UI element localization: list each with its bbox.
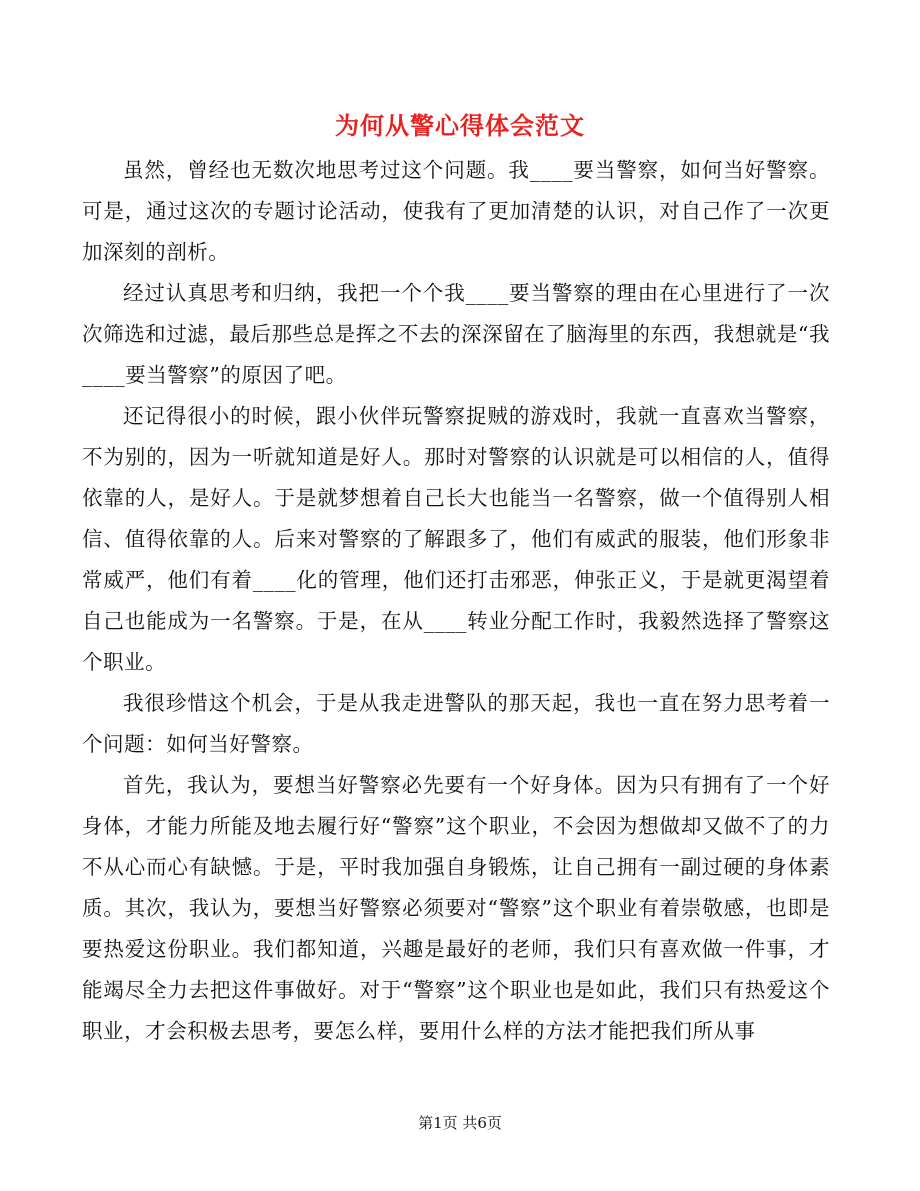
paragraph-4: 我很珍惜这个机会，于是从我走进警队的那天起，我也一直在努力思考着一个问题：如何当好警察。 xyxy=(82,691,830,756)
paragraph-3: 还记得很小的时候，跟小伙伴玩警察捉贼的游戏时，我就一直喜欢当警察，不为别的，因为一听就知道是好人。那时对警察的认识就是可以相信的人，值得依靠的人，是好人。于是就梦想着自己长大也能当一名警察，做一个值得别人相信、值得依靠的人。后来对警察的了解跟多了，他们有威武的服装，他们形象非常威严，他们有着____化的管理，他们还打击邪恶，伸张正义，于是就更渴望着自己也能成为一名警察。于是，在从____转业分配工作时，我毅然选择了警察这个职业。 xyxy=(82,404,830,674)
document-body xyxy=(82,150,830,1052)
paragraph-2: 经过认真思考和归纳，我把一个个我____要当警察的理由在心里进行了一次次筛选和过滤，最后那些总是挥之不去的深深留在了脑海里的东西，我想就是“我____要当警察”的原因了吧。 xyxy=(82,281,830,387)
document-title: 为何从警心得体会范文 xyxy=(335,111,585,140)
paragraph-5: 首先，我认为，要想当好警察必先要有一个好身体。因为只有拥有了一个好身体，才能力所能及地去履行好“警察”这个职业，不会因为想做却又做不了的力不从心而心有缺憾。于是，平时我加强自身锻炼，让自己拥有一副过硬的身体素质。其次，我认为，要想当好警察必须要对“警察”这个职业有着崇敬感，也即是要热爱这份职业。我们都知道，兴趣是最好的老师，我们只有喜欢做一件事，才能竭尽全力去把这件事做好。对于“警察”这个职业也是如此，我们只有热爱这个职业，才会积极去思考，要怎么样，要用什么样的方法才能把我们所从事 xyxy=(82,773,830,1043)
paragraph-1: 虽然，曾经也无数次地思考过这个问题。我____要当警察，如何当好警察。可是，通过这次的专题讨论活动，使我有了更加清楚的认识，对自己作了一次更加深刻的剖析。 xyxy=(82,158,830,264)
page-number-footer: 第1页 共6页 xyxy=(418,1114,502,1132)
